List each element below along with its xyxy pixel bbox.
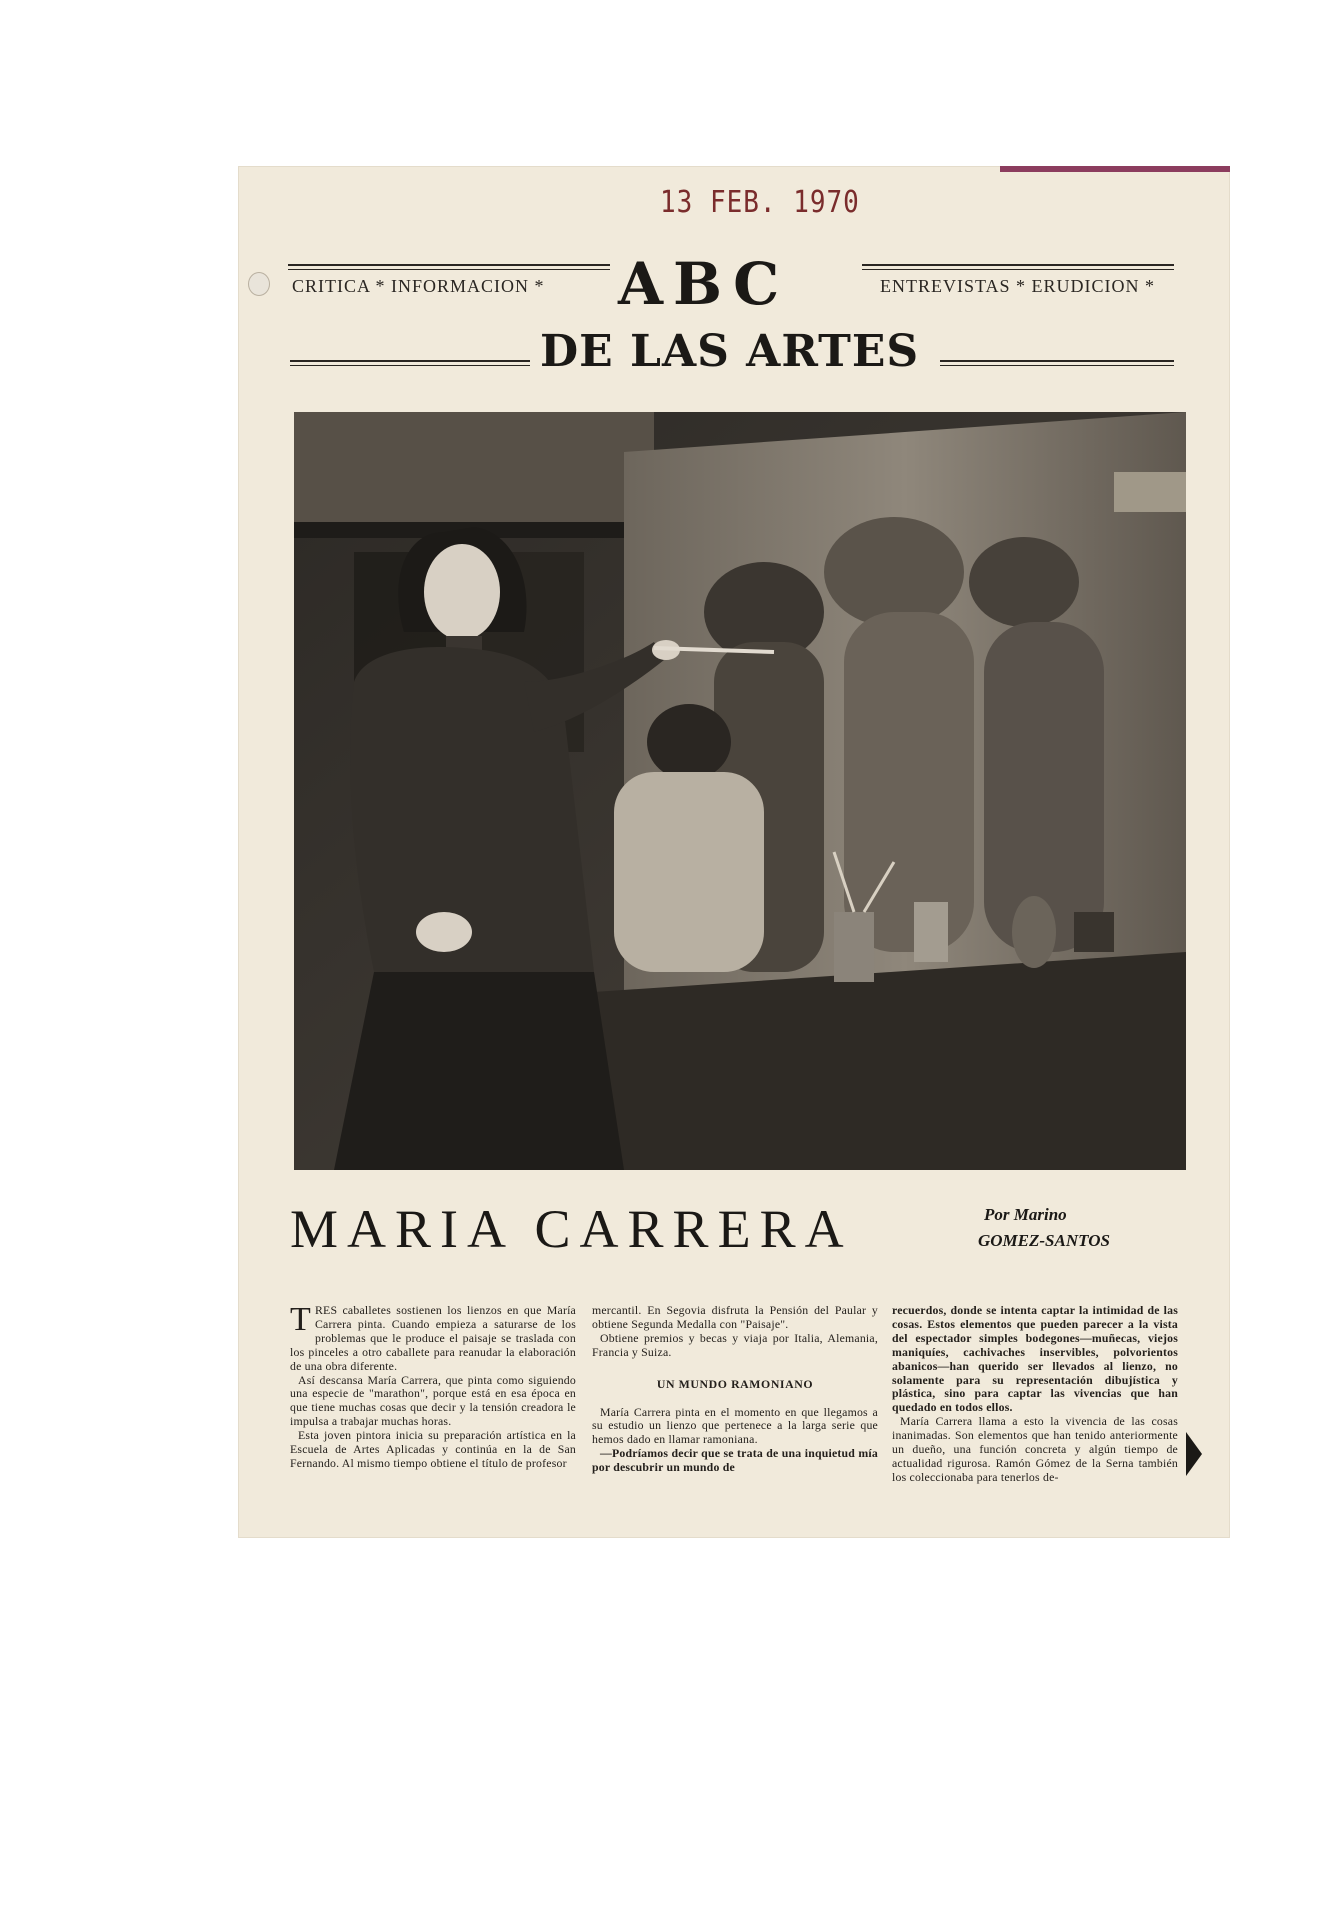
byline-author: GOMEZ-SANTOS [978, 1231, 1110, 1250]
byline-prefix: Por Marino [984, 1205, 1067, 1224]
article-column-1 [290, 1301, 576, 1471]
continue-arrow-icon [1186, 1432, 1202, 1476]
masthead-subtitle: DE LAS ARTES [540, 326, 920, 377]
masthead-rule [862, 264, 1174, 266]
paragraph: Obtiene premios y becas y viaja por Italia, Alemania, Francia y Suiza. [592, 1330, 878, 1359]
masthead-left-text: CRITICA * INFORMACION * [292, 276, 545, 296]
masthead-rule [862, 269, 1174, 270]
masthead-rule [288, 264, 610, 266]
drop-cap: T [290, 1301, 311, 1338]
article-photo [294, 412, 1186, 1170]
paragraph-quote: recuerdos, donde se intenta captar la intimidad de las cosas. Estos elementos que pueden parecer a la vista del espectador simples bodegones—muñecas, viejos maniquíes, cachivaches inservibles, polvorientos abanicos—han querido ser llevados al lienzo, no solamente para su representación dibujística y plástica, sino para captar las vivencias que han quedado en todos ellos. [892, 1303, 1178, 1415]
masthead-rule [290, 360, 530, 362]
paragraph-text: RES caballetes sostienen los lienzos en que María Carrera pinta. Cuando empieza a saturarse de los problemas que le produce el paisaje se traslada con los pinceles a otro caballete para reanudar la elaboración de una obra diferente. [290, 1303, 576, 1373]
punch-hole [248, 272, 270, 296]
paragraph: Esta joven pintora inicia su preparación artística en la Escuela de Artes Aplicadas y continúa en la de San Fernando. Al mismo tiempo obtiene el título de profesor [290, 1428, 576, 1470]
masthead-rule [940, 365, 1174, 366]
byline [978, 1202, 1110, 1254]
paragraph: Así descansa María Carrera, que pinta como siguiendo una especie de "marathon", porque está en esa época en que tiene muchas cosas que decir y la tensión creadora le impulsa a trabajar muchas horas. [290, 1372, 576, 1429]
article-column-3 [892, 1304, 1178, 1485]
paragraph: María Carrera pinta en el momento en que llegamos a su estudio un lienzo que pertenece a la larga serie que hemos dado en llamar ramoniana. [592, 1404, 878, 1447]
paragraph: mercantil. En Segovia disfruta la Pensión del Paular y obtiene Segunda Medalla con "Paisaje". [592, 1303, 878, 1331]
date-stamp: 13 FEB. 1970 [660, 185, 860, 221]
article-headline: MARIA CARRERA [290, 1199, 853, 1259]
masthead-logo: ABC [618, 250, 790, 318]
corner-strip [1000, 166, 1230, 172]
paragraph: María Carrera llama a esto la vivencia de las cosas inanimadas. Son elementos que han tenido anteriormente un dueño, una función concreta y algún tiempo de actualidad rigurosa. Ramón Gómez de la Serna también los coleccionaba para tenerlos de- [892, 1414, 1178, 1484]
section-subhead: UN MUNDO RAMONIANO [656, 1376, 814, 1391]
article-column-2 [592, 1304, 878, 1475]
masthead-rule [290, 365, 530, 366]
paragraph-quote: —Podríamos decir que se trata de una inquietud mía por descubrir un mundo de [592, 1446, 878, 1475]
masthead-rule [940, 360, 1174, 362]
masthead-right-text: ENTREVISTAS * ERUDICION * [880, 276, 1156, 296]
artist-studio-photo [294, 412, 1186, 1170]
masthead-rule [288, 269, 610, 270]
paragraph [290, 1301, 576, 1374]
